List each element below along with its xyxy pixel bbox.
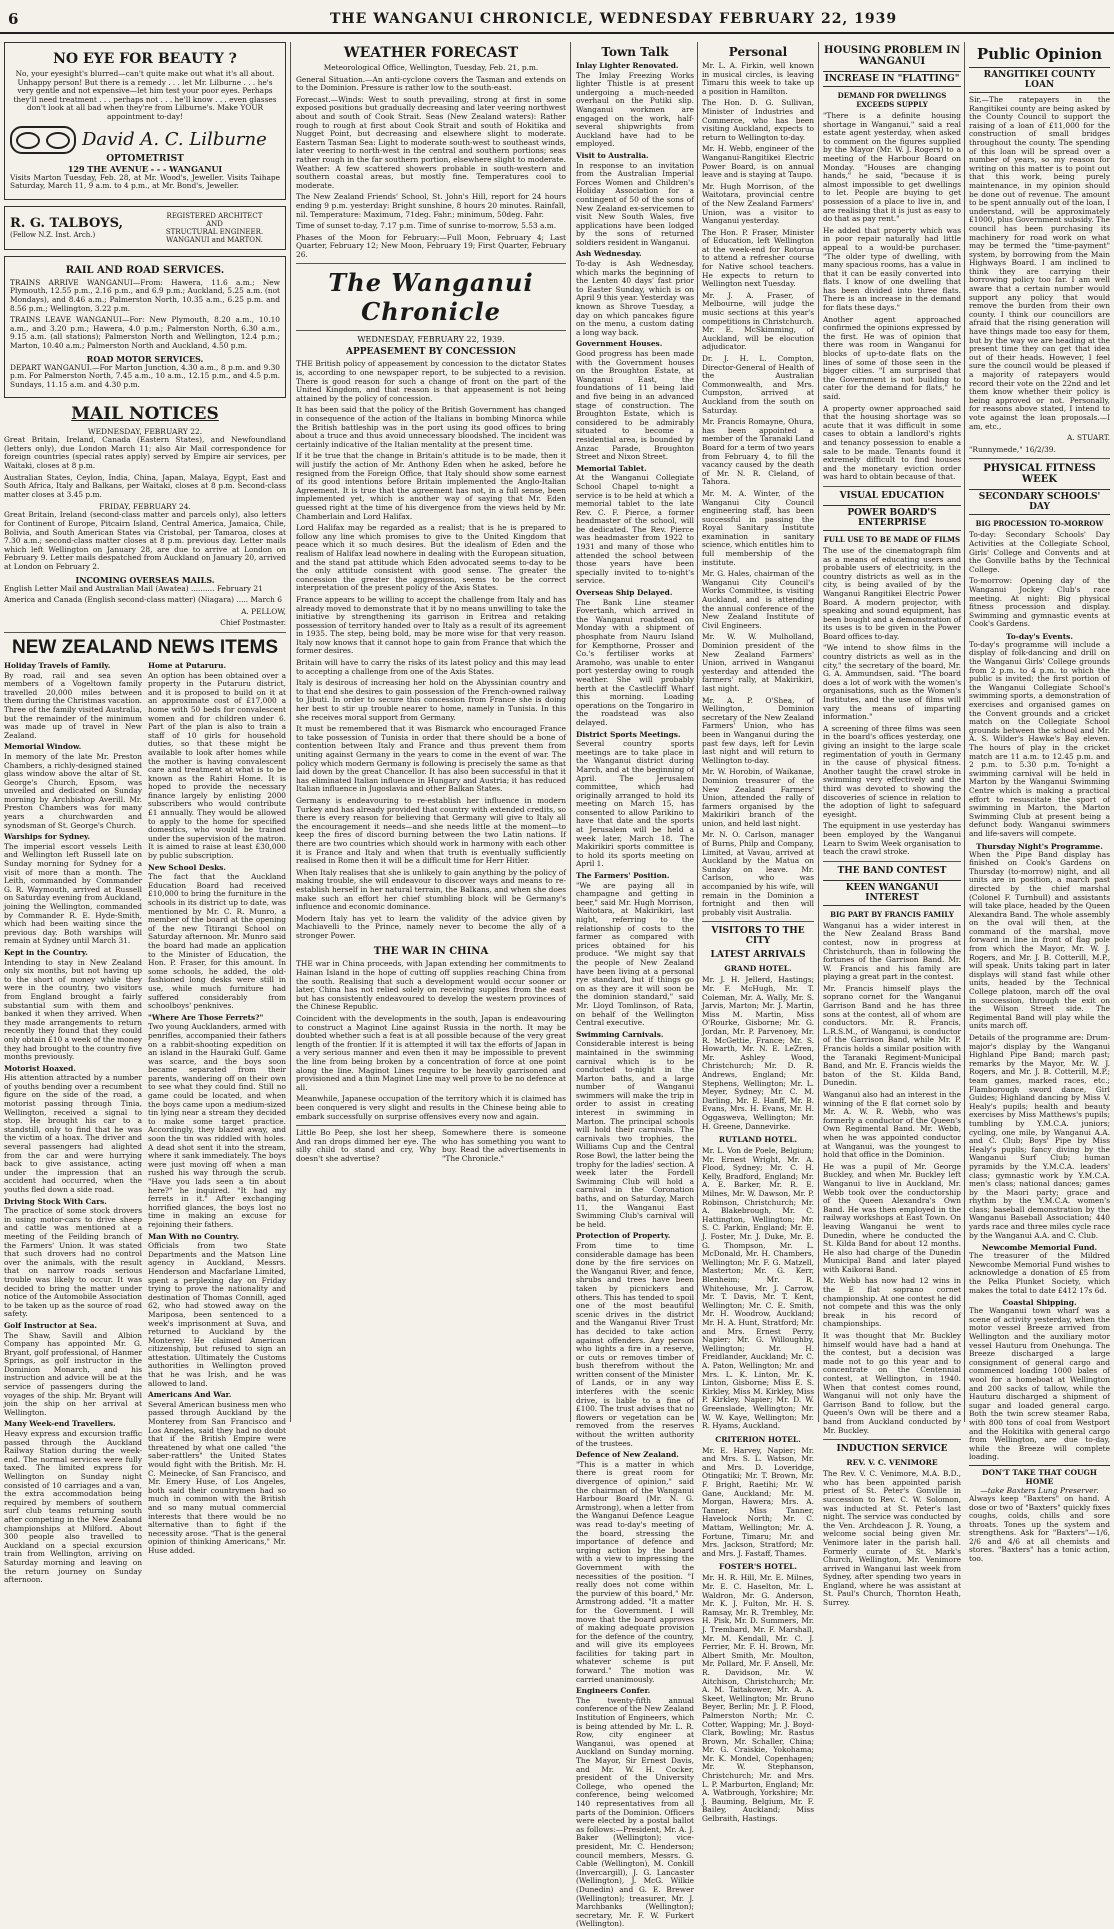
- nz-news-item-text: An option has been obtained over a property in the Putaruru district, and it is proposed to build on it at an approximate cost of £17,000 a home with 50 beds for convalescent women and for children under 6. Part of the plan is also to train a staff of 10 girls for household duties, so that these might be available to look after homes while the mother is having convalescent care and treatment at what is to be known as the Rahiri Home. It is hoped to provide the necessary finance largely by enlisting 2000 subscribers who would contribute £1 annually. They would be allowed to apply to the home for specified domestics, who would be trained under the supervision of the matron. It is aimed to raise at least £30,000 by public subscription.: [148, 670, 286, 861]
- opinion-letter: Sir,—The ratepayers in the Rangitikei county are being asked by the County Council to support the raising of a loan of £11,000 for the construction of small bridges throughout the county. The spending of this loan will be spread over a number of years, so my reason for writing on this matter is to point out that this work, being purely maintenance, in my opinion should be done out of revenue. The amount to be spent annually out of the loan, I understand, will be approximately £1000, plus Government subsidy. The council has been purchasing its machinery for road work on what may be termed the "time-payment" system, by borrowing from the Main Highways Board. I am inclined to think they are carrying their borrowing policy too far. I am well aware that a certain number would support any policy that would remove the burden from their own county. I think our councillors are afraid that the rising generation will have things made too easy for them, but by the way we are heading at the present time they can get that idea out of their heads. However, I feel sure the council would be pleased if a majority of ratepayers would record their vote on the 22nd and let them know whether their policy is being approved or not. Personally, for reasons above stated, I intend to vote against the loan proposals.—I am, etc.,: [969, 95, 1110, 431]
- editorial-paragraph: It must be remembered that it was Bismarck who encouraged France to take possession of Tunisia in order that there should be a bone of contention between Italy and France and thus prevent them from uniting against Germany in the years to come in the event of war. The policy which modern Germany is following is precisely the same as that laid down by the great Chancellor. It has also been successful in that it has eliminated Italian influence in Hungary and Austria; it has reduced Italian influence in Jugoslavia and other Balkan States.: [296, 724, 566, 794]
- weather-p5: Phases of the Moon for February:—Full Moon, February 4; Last Quarter, February 12; New Moon, February 19; First Quarter, February 26.: [296, 232, 566, 259]
- fitness-paragraph: To-day: Secondary Schools' Day Activities at the Collegiate School, Girls' College and Convents and at the Gonville baths by the Technical College.: [969, 530, 1110, 574]
- town-talk-item-heading: Inlay Lighter Renovated.: [576, 61, 679, 70]
- hotel-guests: Mr. L. Von de Poele, Belgium; Mr. Ernest Wright, Mr. A. Flood, Sydney; Mr. C. H. Kelly, Bradford, England; Mr. A. E. Barker, Mr. R. E. Milnes, Mr. W. Dawson, Mr. P. Robinson, Christchurch; Mr. A. Blakebrough, Mr. C. Hattington, Wellington; Mr. S. C. Parkin, England; Mr. E. J. Foster, Mr. J. Duke, Mr. E. G. Thompson, Mr. L. McDonald, Mr. H. Chambers, Wellington; Mr. F. G. Matzell, Masterton; Mr. G. Kerr, Blenheim; Mr. R. Whitehouse, Mr. J. Carrow, Mr. T. Davis, Mr. T. Kent, Wellington; Mr. C. E. Smith, Mr. H. Woodrow, Auckland; Mr. H. A. Hunt, Stratford; Mr. and Mrs. Ernest Perry, Napier; Mr. G. Willoughby, Wellington; Mr. H. Freidlander, Auckland; Mr. C. A. Paton, Wellington; Mr. and Mrs. L. K. Linton, Mr. K. Linton, Gisborne; Miss E. S. Kirkley, Miss M. Kirkley, Miss P. Kirkley, Napier; Mr. D. W. Greenslade, Wellington; Mr. W. W. Kaye, Wellington; Mr. R. Hyams, Auckland.: [702, 1146, 814, 1431]
- fitness-events-heading: To-day's Events.: [1005, 631, 1074, 641]
- lilburne-ad-text: No, your eyesight's blurred—can't quite make out what it's all about. Unhappy person! But there is a remedy . . . let Mr. Lilburne . . . he's very gentle and not expensive—let him test your poor eyes. Perhaps they'll need treatment . . . perhaps not . . . he'll know . . . even glasses don't look at all bad when they're from Lilburne's. Make YOUR appointment to-day!: [13, 69, 277, 121]
- personal-item: Mr. N. O. Carlson, manager of Burns, Philp and Company, Limited, at Vavau, arrived at Auckland by the Matua on Sunday on leave. Mr. Carlson, who was accompanied by his wife, will remain in the Dominion a fortnight and then will probably visit Australia.: [702, 830, 814, 917]
- town-talk-item-text: The Imlay Freezing Works lighter Thistle is at present undergoing a much-needed overhaul on the Putiki slip. Wanganui workmen are engaged on the work, half-several shipwrights from Auckland have had to be employed.: [576, 70, 694, 149]
- hotel-name: RUTLAND HOTEL.: [718, 1135, 798, 1145]
- mail-sign2: Chief Postmaster.: [220, 618, 286, 628]
- band-body: [823, 922, 961, 1435]
- hotel-guests: Mr. H. R. Hill, Mr. E. Milnes, Mr. E. C. Haselton, Mr. L. Waldron, Mr. G. Anderson, Mr. K. J. Fulton, Mr. H. S. Ramsay, Mr. R. Trembley, Mr. H. Pisk, Mr. D. Summers, Mr. J. Trembard, Mr. F. Marshall, Mr. M. Kendall, Mr. C. J. Ferrier, Mr. F. H. Brown, Mr. Albert Smith, Mr. Moulton, Mr. Pollard, Mr. F. Ansell, Mr. R. Davidson, Mr. W. Aitchison, Christchurch; Mr. A. M. Taitakower, Mr. A. A. Skeet, Wellington; Mr. Bruno Beyer, Berlin; Mr. J. P. Flood, Palmerston North; Mr. C. Cotter, Wapping; Mr. J. Boyd-Clark, Bowling; Mr. Rastus Brown, Mr. Schaller, China; Mr. G. Craiskie, Yokohama; Mr. K. Mondel, Copenhagen; Mr. W. Stephanson, Christchurch; Mr. and Mrs. L. P. Marburton, England; Mr. A. Watbrough, Yorkshire; Mr. J. Bauming, Belgium, Mr. F. Bailey, Auckland; Miss Gelbraith, Hastings.: [702, 1573, 814, 1824]
- coastal-text: The Wanganui town wharf was a scene of activity yesterday, when the motor vessel Breeze arrived from Wellington and the auxiliary motor vessel Hauturu from Onehunga. The Breeze discharged a large consignment of general cargo and commenced loading 1000 bales of wool for a homeboat at Wellington and 200 sacks of tallow, while the Hauturu discharged a shipment of sugar and loaded general cargo. Both the twin screw steamer Raba, with 800 tons of coal from Westport and the Hokitika with general cargo from Wellington, are due to-day, while the Breeze will complete loading.: [969, 1306, 1110, 1462]
- nz-news-right-column: [148, 662, 286, 1588]
- personal-item: Mr. G. Hales, chairman of the Wanganui City Council's Works Committee, is visiting Auckland, and is attending the annual conference of the New Zealand Institute of Civil Engineers.: [702, 569, 814, 630]
- nz-news-item-text: The imperial escort vessels Leith and Wellington left Russell late on Sunday morning for Sydney for a visit of more than a month. The Leith, commanded by Commander G. R. Waymouth, arrived at Russell on Saturday evening from Auckland, joining the Wellington, commanded by Commander R. E. Hyde-Smith, which had been waiting since the previous day. Both warships will remain at Sydney until March 31.: [4, 841, 142, 946]
- editorial-paragraph: Italy is desirous of increasing her hold on the Abyssinian country and to that end she desires to gain possession of the French-owned railway to Jibuti. In order to secure this concession from France she is doing her best to stir up trouble nearer to home, namely in Tunisia. In this she receives moral support from Germany.: [296, 678, 566, 722]
- town-talk-item-heading: District Sports Meetings.: [576, 729, 681, 739]
- visual-paragraph: The use of the cinematograph film as a means of educating users and probable users of electricity, in the country districts as well as in the city, is being availed of by the Wanganui Rangitikei Electric Power Board. A modern projector, with speaking and sound equipment, has been bought and a demonstration of its uses is to be given in the Power Board offices to-day.: [823, 545, 961, 641]
- fitness-sub2: BIG PROCESSION TO-MORROW: [975, 519, 1104, 529]
- talboys-qual: (Fellow N.Z. Inst. Arch.): [10, 231, 96, 240]
- talboys-name: R. G. TALBOYS,: [10, 216, 124, 232]
- mail-inc1: English Letter Mail and Australian Mail (Awatea) .......... February 21: [4, 583, 263, 593]
- nz-news-item-heading: "Where Are Those Ferrets?": [148, 1012, 264, 1022]
- lilburne-ad: [4, 42, 286, 200]
- induction-title: INDUCTION SERVICE: [836, 1444, 948, 1455]
- mail-notices: [4, 404, 286, 628]
- band-paragraph: He was a pupil of Mr. George Buckley, and when Mr. Buckley left Wanganui to live in Auckland, Mr. Webb took over the conductorship of the Queen Alexandra's Own Band. He was then employed in the railway workshops at East Town. On leaving Wanganui he went to Dunedin, where he conducted the St. Kilda Band for about 12 months. He also had charge of the Dunedin Municipal Band and later played with Kaikorai Band.: [823, 1161, 961, 1274]
- editorial-paragraph: THE British policy of appeasement by concession to the dictator States is, according to one newspaper report, to be subjected to a revision. There is good reason for such a change of front on the part of the United Kingdom, and that reason is that appeasement is not being attained by the policy of concession.: [296, 359, 566, 403]
- personal-items: [702, 62, 814, 917]
- band-title: THE BAND CONTEST: [837, 865, 947, 876]
- mail-fri: FRIDAY, FEBRUARY 24.: [99, 502, 191, 512]
- personal-item: Mr. Francis Romayne, Ohura, has been appointed a member of the Taranaki Land Board for a term of two years from February 4, to fill the vacancy caused by the death of Mr. N. R. Cleland, of Tahora.: [702, 417, 814, 487]
- war-paragraph: THE war in China proceeds, with Japan extending her commitments to Hainan Island in the hope of cutting off supplies reaching China from the south. Realising that such a development would occur sooner or later, China has not relied solely on receiving supplies from the east but has consistently endeavoured to develop the western provinces of the Chinese Republic.: [296, 959, 566, 1012]
- town-talk-item-heading: Memorial Tablet.: [576, 463, 647, 473]
- nz-news-item-heading: Motorist Hoaxed.: [4, 1063, 76, 1073]
- rail-arrive: TRAINS ARRIVE WANGANUI—From: Hawera, 11.6 a.m.; New Plymouth, 12.55 p.m., 2.16 p.m., and 6.9 p.m.; Auckland, 5.25 a.m. (not Mondays), and 8.46 a.m.; Palmerston North, 10.35 a.m., 6.25 p.m. and 8.56 p.m.; Wellington, 3.22 p.m.: [10, 277, 280, 313]
- town-talk-item-heading: Swimming Carnivals.: [576, 1029, 664, 1039]
- fitness-events: To-day's programme will include a display of folk-dancing and drill on the Wanganui Girls' College grounds from 2 p.m. to 4 p.m. to which the public is invited; the first portion of the Wanganui Collegiate School's swimming sports, a demonstration of exercises and organised games on the Convent grounds and a cricket match on the Collegiate School grounds between the school and Mr. A. S. Wilder's Hawke's Bay eleven. The hours of play in the cricket match are 11 a.m. to 12.45 p.m. and 2 p.m. to 5.30 p.m. To-night a swimming carnival will be held in Marton by the Wanganui Swimming Centre which is making a practical effort to resuscitate the sport of swimming in Marton, the Marton Swimming Club at present being a defunct body. Wanganui swimmers and life-savers will compete.: [969, 639, 1110, 838]
- memorial-text: The treasurer of the Mildred Newcombe Memorial Fund wishes to acknowledge a donation of £5 from the Pelka Plunket Society, which makes the total to date £412 17s 6d.: [969, 1251, 1110, 1295]
- nz-news-item-heading: Many Week-end Travellers.: [4, 1419, 116, 1429]
- lilburne-address: 129 THE AVENUE - - - WANGANUI: [67, 163, 223, 174]
- editorial-paragraph: When Italy realises that she is unlikely to gain anything by the policy of making trouble, she will endeavour to discover ways and means to re-establish herself in her natural terrain, the Balkans, and when she does make such an effort her chief stumbling block will be Germany's influence and economic dominance.: [296, 867, 566, 912]
- nz-news-item-heading: Americans And War.: [148, 1390, 232, 1400]
- personal-item: Mr. M. A. Winter, of the Wanganui City Council engineering staff, has been successful in passing the Royal Sanitary Institute examination in sanitary science, which entitles him to full membership of the institute.: [702, 488, 814, 567]
- town-talk-item-text: Good progress has been made with the Government houses on the Broughton Estate, at Wanganui East, the foundations of 11 being laid and five being in an advanced stage of construction. The Broughton Estate, which is considered to be admirably situated to become a residential area, is bounded by Anzac Parade, Broughton Street and Nixon Street.: [576, 349, 694, 462]
- hotel-guests: Mr. E. Harvey, Napier; Mr. and Mrs. S. L. Watson, Mr. and Mrs. D. Loveridge, Otingatiki; Mr. T. Brown, Mr. F. Bright, Raetihi; Mr. W. Gane, Auckland; Mr. M. Morgan, Hawera; Mrs. A. Tanner, Miss Tanner, Havelock North; Mr. C. Mattam, Wellington; Mr. A. Fortune, Timaru; Mr. and Mrs. Jackson, Stratford; Mr. and Mrs. J. Fastaff, Thames.: [702, 1445, 814, 1558]
- road-text: DEPART WANGANUI.—For Marton Junction, 4.30 a.m., 8 p.m. and 9.30 p.m. For Palmerston North, 7.45 a.m., 10 a.m., 12.15 p.m., and 4.5 p.m. Sundays, 11.15 a.m. and 4.30 p.m.: [10, 362, 280, 389]
- town-talk-item-heading: Engineers Confer.: [576, 1686, 651, 1696]
- housing-body: [823, 112, 961, 482]
- personal-item: The Hon. P. Fraser, Minister of Education, left Wellington at the week-end for Rotorua to attend a refresher course for Native school teachers. He expects to return to Wellington next Tuesday.: [702, 227, 814, 289]
- personal-item: Mr. H. Webb, engineer of the Wanganui-Rangitikei Electric Power Board, is on annual leave and is staying at Taupo.: [702, 144, 814, 180]
- town-talk-item-text: Several country sports meetings are to take place in the Wanganui district during March, and at the beginning of April. The Jerusalem committee, which had originally arranged to hold its meeting on March 15, has consented to allow Parikino to have that date and the sports at Jerusalem will be held a week later, March 18. The Makirikiri sports committee is to hold its sports meeting on April 1.: [576, 739, 694, 869]
- mail-inc2: America and Canada (English second-class matter) (Niagara) ..... March 6: [4, 595, 282, 605]
- masthead-title: THE WANGANUI CHRONICLE, WEDNESDAY FEBRUARY 22, 1939: [330, 11, 898, 27]
- personal-item: Mr. W. W. Mulholland, Dominion president of the New Zealand Farmers' Union, arrived in Wanganui yesterday and attended the farmers' rally, at Makirikiri, last night.: [702, 632, 814, 693]
- band-sub2: BIG PART BY FRANCIS FAMILY: [830, 909, 954, 919]
- lilburne-name: David A. C. Lilburne: [82, 129, 267, 151]
- cough-sub: —take Baxters Lung Preserver.: [980, 1485, 1099, 1495]
- war-paragraph: Coincident with the developments in the south, Japan is endeavouring to construct a Maginot Line against Russia in the north. It may be doubted whether such a feat is at all possible because of the very great length of the frontier. If it is attempted it will tax the efforts of Japan in a very serious manner and even then it may be impossible to prevent the line from being broken by a concentration of force at one point along the line. Maginot Lines require to be heavily garrisoned and provisioned and a thin Maginot Line may well prove to be no defence at all.: [296, 1014, 566, 1092]
- nz-news-body: [4, 662, 286, 1588]
- personal-item: Mr. L. A. Firkin, well known in musical circles, is leaving Timaru this week to take up a position in Hamilton.: [702, 61, 814, 96]
- lilburne-ad-title: NO EYE FOR BEAUTY ?: [53, 51, 237, 67]
- town-talk-item-heading: Ash Wednesday.: [576, 249, 642, 259]
- nz-news-item-text: Intending to stay in New Zealand only six months, but not having up to the short of money while they were in the country, two visitors from England brought a fairly substantial sum with them and banked it when they arrived. When they made arrangements to return recently they found that they could only obtain £10 a week of the money they had brought to the country five months previously.: [4, 957, 142, 1062]
- band-paragraph: Mr. Francis himself plays the soprano cornet for the Wanganui Garrison Band and he has three sons at the contest, all of whom are conductors. Mr. R. Francis, L.R.S.M., of Wanganui, is conductor of the Garrison Band, while Mr. P. Francis holds a similar position with the Taranaki Regiment-Municipal Band, and Mr. E. Francis wields the baton of the St. Kilda Band, Dunedin.: [823, 983, 961, 1088]
- personal-item: Mr. Hugh Morrison, of the Waitotara, provincial centre of the New Zealand Farmers' Union, was a visitor to Wanganui yesterday.: [702, 181, 814, 226]
- town-talk-item-heading: Visit to Australia.: [576, 150, 649, 160]
- town-talk-item-text: To-day is Ash Wednesday, which marks the beginning of the Lenten 40 days' fast prior to Easter Sunday, which is on April 9 this year. Yesterday was known as Shrove Tuesday, a day on which pancakes figure on the menu, a custom dating a long way back.: [576, 259, 694, 337]
- weather-title: WEATHER FORECAST: [343, 45, 519, 61]
- nz-news-item-heading: Kept in the Country.: [4, 947, 88, 957]
- nz-news-item-text: Officials from two State Departments and the Matson Line agency in Auckland, Messrs. Henderson and Macfarlane Limited, spent a perplexing day on Friday trying to prove the nationality and destination of Thomas Connill, aged 62, who had stowed away on the Mariposa, been sentenced to a week's imprisonment at Suva, and returned to Auckland by the Monterey. He claimed American citizenship, but refused to sign an attestation. Ultimately the Customs authorities in Wellington proved that he was Irish, and he was allowed to land.: [148, 1241, 286, 1388]
- hotel-lists: [702, 964, 814, 1823]
- nz-news-item-heading: Home at Putaruru.: [148, 660, 227, 670]
- housing-paragraph: Another agent approached confirmed the opinions expressed by the first. He was of opinion that there was room in Wanganui for blocks of up-to-date flats on the lines of some of those seen in the bigger cities. "I am surprised that the Government is not building to cater for the demand for flats," he said.: [823, 314, 961, 401]
- hotel-name: GRAND HOTEL.: [724, 964, 792, 974]
- mail-title: MAIL NOTICES: [71, 404, 219, 425]
- nz-news-item-text: Heavy express and excursion traffic passed through the Auckland Railway Station during the week-end. The normal services were fully taxed. The limited express for Wellington on Sunday night consisted of 10 carriages and a van, the extra accommodation being required by members of southern surf club teams returning south after competing in the New Zealand championships at Milford. About 300 people also travelled to Auckland on a special excursion train from Wellington, arriving on Saturday morning and leaving on the return journey on Sunday afternoon.: [4, 1429, 142, 1585]
- war-paragraph: Meanwhile, Japanese occupation of the territory which it is claimed has been conquered is very slight and results in the Chinese being able to embark successfully on surprise offensives every now and again.: [296, 1094, 566, 1121]
- band-paragraph: It was thought that Mr. Buckley himself would have had a hand at the contest, but a decision was made not to go this year and to concentrate on the Centennial contest, at Wellington, in 1940. When that contest comes round, Wanganui will not only have the Garrison Band to follow, but the Queen's Own will be there and a band from Auckland conducted by Mr. Buckley.: [823, 1331, 961, 1435]
- housing-paragraph: He added that property which was in poor repair naturally had little appeal to a would-be purchaser. "The older type of dwelling, with many spacious rooms, has a value in that it can be easily converted into flats. I know of one dwelling that has been divided into three flats. There is an increase in the demand for flats these days.": [823, 225, 961, 313]
- personal-item: The Hon. D. G. Sullivan, Minister of Industries and Commerce, who has been visiting Auckland, expects to return to Wellington to-day.: [702, 98, 814, 142]
- talboys-role3: STRUCTURAL ENGINEER.: [165, 227, 264, 236]
- opinion-sign: A. STUART.: [1067, 433, 1110, 443]
- personal-title: Personal: [728, 45, 788, 59]
- visual-body: [823, 547, 961, 857]
- chronicle-date: WEDNESDAY, FEBRUARY 22, 1939.: [357, 335, 505, 345]
- personal-item: Dr. J. H. L. Compton, Director-General of Health of the Australian Commonwealth, and Mrs. Cumpston, arrived at Auckland from the south on Saturday.: [702, 354, 814, 415]
- footer-left-verse: Little Bo Peep, she lost her sheep, And ran drops dimmed her eye. The silly child to stand and cry, Why doesn't she advertise?: [296, 1128, 436, 1163]
- weather-office: Meteorological Office, Wellington, Tuesday, Feb. 21, p.m.: [323, 63, 539, 72]
- editorial-paragraph: Modern Italy has yet to learn the validity of the advice given by Machiavelli to the Prince, namely never to become the ally of a stronger Power.: [296, 913, 566, 940]
- town-talk-item-text: The twenty-fifth annual conference of the New Zealand Institution of Engineers, which is being attended by Mr. L. R. Row, city engineer at Wanganui, was opened at Auckland on Sunday morning. The Mayor, Sir Ernest Davis, and Mr. W. H. Cocker, president of the University College, who opened the conference, being welcomed 140 representatives from all parts of the Dominion. Officers were elected by a postal ballot as follows:—President, Mr. A. J. Baker (Wellington); vice-president, Mr. C. Henderson; council members, Messrs. G. Cable (Wellington), M. Conkill (Invercargill), J. G. Lancaster (Wellington), J. McG. Wilkie (Dunedin) and G. E. Brewer (Wellington); treasurer, Mr. J. Marchbanks (Wellington); secretary, Mr. F. W. Furkert (Wellington).: [576, 1695, 694, 1929]
- editorial-paragraph: Britain will have to carry the risks of its latest policy and this may lead to accepting a challenge from one of the Axis States.: [296, 658, 566, 676]
- nz-news-item-text: Several American business men who passed through Auckland by the Monterey from San Francisco and Los Angeles, said they had no doubt that if the British Empire were threatened by what one called "the saber-rattlers" the United States would fight with the British. Mr. H. C. Meinecke, of San Francisco, and Mr. Emery Huse, of Los Angeles, both said their countrymen had so much in common with the British and so many mutual commercial interests that there would be no alternative than to fight if the necessity arose. "That is the general opinion of thinking Americans," Mr. Huse added.: [148, 1399, 286, 1555]
- band-paragraph: Mr. Webb has now had 12 wins in the E flat soprano cornet championship. At one contest he did not compete and this was the only break in his record of championships.: [823, 1276, 961, 1329]
- column-town-talk: [576, 42, 694, 1929]
- editorial-title: APPEASEMENT BY CONCESSION: [346, 347, 516, 358]
- town-talk-item-text: "This is a matter in which there is great room for divergence of opinion," said the chairman of the Wanganui Harbour Board (Mr. N. G. Armstrong), when a letter from the Wanganui Defence League was read to-day's meeting of the board, stressing the importance of defence and urging action by the board with a view to impressing the Government with the necessities of the position. "I really does not come within the purview of this board," Mr. Armstrong added. "It a matter for the Government. I will move that the board approves of making adequate provision for the defence of the country, and will give its employees facilities for taking part in whatever scheme is put forward." The motion was carried unanimously.: [576, 1459, 694, 1684]
- rail-services: [4, 256, 286, 399]
- personal-item: Mr. A. P. O'Shea, of Wellington, Dominion secretary of the New Zealand Farmers' Union, who has been in Wanganui during the past few days, left for Levin last night and will return to Wellington to-day.: [702, 695, 814, 765]
- column-opinion: [969, 42, 1110, 1564]
- column-local: [823, 42, 961, 1608]
- nz-news-item-text: His attention attracted by a number of youths bending over a recumbent figure on the side of the road, a motorist passing through Tinia, Wellington, received a signal to stop. He brought his car to a standstill, only to find that he was the victim of a hoax. The driver and several passengers had alighted from the car and were hurrying back to give assistance, acting under the impression that an accident had occurred, when the youths fled down a side road.: [4, 1073, 142, 1194]
- nz-news-item-text: The practice of some stock drovers in using motor-cars to drive sheep and cattle was mentioned at a meeting of the Feilding branch of the Farmers' Union. It was stated that such drovers had no control over the animals, with the result that on narrow roads serious trouble was likely to occur. It was decided to bring the matter under notice of the Automobile Association to be taken up as the source of road safety.: [4, 1206, 142, 1319]
- hotel-guests: Mr. J. H. Jellerd, Hastings; Mr. F. McHugh, Mr. T. Coleman, Mr. A. Wally, Mr. S. Jarvis, Marton; Mr. J. Martin, Miss M. Martin, Miss O'Rourke, Gisborne; Mr. G. Jordan, Mr. P. Parvenoey, Mr. R. McGettie, France; Mr. S. Howarth, Mr. N. E. LeZren, Mr. Ashley Wood, Christchurch; Mr. D. R. Andrews, England; Mr. Stephens, Wellington; Mr. L. Meyer, Sydney; Mr. C. M. Darling, Mr. E. Hanff, Mr. B. Evans, Mrs. H. Evans, Mr. H. Oggasweva, Wellington; Mr. H. Greene, Dannevirke.: [702, 975, 814, 1131]
- nz-news-item-text: The Shaw, Savill and Albion Company has appointed Mr. G. Bryant, golf professional, of Hanmer Springs, as golf instructor in the Dominion Monarch, and his instruction and advice will be at the service of passengers during the voyages of the ship. Mr. Bryant will join the ship on her arrival at Wellington.: [4, 1330, 142, 1417]
- personal-item: Mr. W. Horobin, of Waikanae, Dominion treasurer of the New Zealand Farmers' Union, attended the rally of farmers organised by the Makirikiri branch of the union, and held last night.: [702, 767, 814, 828]
- talboys-ad: [4, 206, 286, 250]
- town-talk-item-text: The Bank Line steamer Fovertanh, which arrived in the Wanganui roadstead on Monday with a shipment of phosphate from Nauru Island for Kempthorne, Prosser and Co.'s fertiliser works at Aramoho, was unable to enter port yesterday owing to rough weather. She will probably berth at the Castlecliff Wharf this morning. Loading operations on the Tongariro in the roadstead was also delayed.: [576, 597, 694, 727]
- column-left: [4, 42, 286, 1585]
- town-talk-item-heading: The Farmers' Position.: [576, 871, 670, 881]
- weather-p1: General Situation.—An anti-cyclone covers the Tasman and extends on to the Dominion. Pressure is rather low to the south-east.: [296, 74, 566, 93]
- fitness-paragraph: To-morrow: Opening day of the Wanganui Jockey Club's race meeting. At night: Big physical fitness procession and display. Swimming and gymnastic events at Cook's Gardens.: [969, 576, 1110, 629]
- footer-right-notice: Somewhere there is someone who has something you want to buy. Read the advertisements in "The Chronicle.": [441, 1128, 566, 1163]
- housing-paragraph: "There is a definite housing shortage in Wanganui," said a real estate agent yesterday, when asked to comment on the figures supplied by the Mayor (Mr. W. J. Rogers) to a meeting of the Harbour Board on Monday. "Houses are changing hands," he said, "because it is almost impossible to get dwellings to let. People are buying to get possession of a place to live in, and are realising that it is just as easy to do that as pay rent.": [823, 111, 961, 224]
- mail-fri-text: Great Britain, Ireland (second-class matter and parcels only), also letters for Continent of Europe, Pitcairn Island, Central America, Jamaica, Chile, Bolivia, and South American States via Cristobal, per Tamaroa, closes at 7.30 a.m.; second-class matter closes at 8 p.m. previous day. Letter mails which left Wellington on January 28, are due to arrive at London on February 9. Letter mails despatched from Auckland on January 20, arrived at London on February 2.: [4, 510, 286, 571]
- housing-sub2: DEMAND FOR DWELLINGS EXCEEDS SUPPLY: [837, 91, 947, 109]
- town-talk-item-text: "We are paying all in champagne and getting in beer," said Mr. Hugh Morrison, Waitotara, at Makirikiri, last night, referring to the relationship of costs to the farmer as compared with prices obtained for his produce. "We might say that the people of New Zealand have been living at a personal rye standard, but if things go on as they are it will soon be the dominion standard," said Mr. Lloyd Tomlinson, of Rata, on behalf of the Wellington Central executive.: [576, 880, 694, 1028]
- town-talk-item-text: In response to an invitation from the Australian Imperial Forces Women and Children's Holiday Association for a contingent of 50 of the sons of New Zealand ex-servicemen to visit New South Wales, five applications have been lodged by the sons of returned soldiers resident in Wanganui.: [576, 160, 694, 247]
- hotel-name: FOSTER'S HOTEL.: [719, 1562, 797, 1572]
- editorial-paragraph: It has been said that the policy of the British Government has changed in consequence of the action of the Italians in bombing Minorca while the British battleship was in the port using its good offices to bring about a truce and thus avoid unnecessary bloodshed. The incident was certainly indicative of the Italian mentality at the present time.: [296, 405, 566, 449]
- town-talk-item-heading: Government Houses.: [576, 339, 663, 349]
- editorial-paragraph: Germany is endeavouring to re-establish her influence in modern Turkey and has already provided that country with extended credits, so there is every reason for believing that Germany will give to Italy all the encouragement it needs—and she needs little at the moment—to keep the fires of discord burning between the two Latin nations. If there are two countries which should work in harmony with each other it is France and Italy and when that truth is eventually sufficiently realised in Rome then it will be a difficult time for Herr Hitler.: [296, 795, 566, 866]
- town-talk-items: [576, 62, 694, 1929]
- town-talk-item-heading: Overseas Ship Delayed.: [576, 588, 673, 598]
- chronicle-nameplate: The Wanganui Chronicle: [328, 268, 534, 327]
- mail-incoming: INCOMING OVERSEAS MAILS.: [75, 574, 215, 585]
- town-talk-item-heading: Protection of Property.: [576, 1231, 671, 1241]
- band-sub: KEEN WANGANUI INTEREST: [823, 880, 961, 906]
- war-title: THE WAR IN CHINA: [373, 946, 489, 958]
- page-number: 6: [8, 10, 19, 28]
- editorial-paragraph: Lord Halifax may be regarded as a realist; that is he is prepared to follow any line which promises to give to the United Kingdom that peace which it so much desires. But the idealism of Eden and the realism of Halifax lead nowhere in dealing with the European situation, and the stand pat attitude which Eden advocated seems to-day to be the only attitude consistent with good sense. The greater the concession the greater the aggression, seems to be the correct interpretation of the present policy of the Axis States.: [296, 523, 566, 593]
- lilburne-visits: Visits Marton Tuesday, Feb. 28, at Mr. Wood's, Jeweller. Visits Taihape Saturday, March 11, 9 a.m. to 4 p.m., at Mr. Bond's, Jeweller.: [10, 172, 280, 191]
- housing-title: HOUSING PROBLEM IN WANGANUI: [824, 45, 960, 67]
- visual-title: VISUAL EDUCATION: [839, 490, 945, 501]
- nz-news-left-column: [4, 662, 142, 1588]
- masthead: [0, 8, 1114, 34]
- spectacles-icon: [10, 126, 76, 154]
- opinion-sub: RANGITIKEI COUNTY LOAN: [969, 67, 1110, 93]
- visual-sub2: FULL USE TO BE MADE OF FILMS: [823, 534, 961, 544]
- weather-p4: Time of sunset to-day, 7.17 p.m. Time of sunrise to-morrow, 5.53 a.m.: [296, 221, 557, 231]
- cough-heading: DON'T TAKE THAT COUGH HOME: [969, 1465, 1110, 1486]
- mail-sign1: A. PELLOW,: [241, 606, 286, 616]
- column-editorial: [296, 42, 566, 1422]
- cough-text: Always keep "Baxters" on hand. A dose or two of "Baxters" quickly fixes coughs, colds, chills and sore throats. Tones up the system and strengthens. Ask for "Baxters"—1/6, 2/6 and 4/6 at all chemists and stores. "Baxters" has a tonic action, too.: [969, 1493, 1110, 1564]
- fitness-intro: [969, 531, 1110, 629]
- nz-news-item-heading: Warships for Sydney.: [4, 832, 91, 842]
- opinion-title: Public Opinion: [976, 45, 1103, 63]
- visual-sub: POWER BOARD'S ENTERPRISE: [823, 505, 961, 531]
- rail-leave: TRAINS LEAVE WANGANUI—For: New Plymouth, 8.20 a.m., 10.10 a.m., and 3.20 p.m.; Hawera, 4.0 p.m.; Palmerston North, 6.30 a.m., 9.15 a.m. (all stations); Palmerston North and Wellington, 12.4 p.m.; Marton, 10.40 a.m.; Palmerston North and Auckland, 4.50 p.m.: [10, 315, 280, 350]
- induction-text: The Rev. V. C. Venimore, M.A. B.D., who has been appointed parish priest of St. Peter's Gonville in succession to Rev. C. W. Solomon, was inducted at St. Peter's last night. The service was conducted by the Ven. Archdeacon J. R. Young, a welcome social being given Mr. Venimore later in the parish hall. Formerly curate of St. Mark's Church, Wellington, Mr. Venimore arrived in Wanganui last week from Sydney, after spending two years in England, where he was assistant at St. Paul's Church, Thornton Heath, Surrey.: [823, 1469, 961, 1608]
- fitness-thursday: When the Pipe Band display has finished on Cook's Gardens on Thursday (to-morrow) night, and all units are in position, a march past directed by the chief marshal (Colonel F. Turnbull) and assistants will take place, headed by the Queen Alexandra Band. The whole assembly on the oval will then, at the command of the marshal, move forward in line in front of flag pole from which the Mayor, Mr. W. J. Rogers, and Mr. J. B. Cotterill, M.P., will speak. Units taking part in later displays will stand fast while other units, headed by the Technical College platoon, march off the oval in succession, through the exit on the Wilson Street side. The Regimental Band will play while the units march off.: [969, 849, 1110, 1031]
- nz-news-title: NEW ZEALAND NEWS ITEMS: [12, 636, 278, 658]
- mail-wed: WEDNESDAY, FEBRUARY 22.: [87, 427, 203, 437]
- editorial-body: [296, 360, 566, 940]
- induction-sub: REV. V. C. VENIMORE: [846, 1458, 938, 1468]
- visual-paragraph: The equipment in use yesterday has been employed by the Wanganui Learn to Swim Week organisation to teach the crawl stroke.: [823, 821, 961, 857]
- lilburne-profession: OPTOMETRIST: [106, 153, 184, 164]
- nz-news-item-heading: Man With no Country.: [148, 1231, 240, 1241]
- talboys-place: WANGANUI and MARTON.: [166, 235, 263, 244]
- visitors-sub: LATEST ARRIVALS: [710, 950, 806, 961]
- mail-wed-text: Great Britain, Ireland, Canada (Eastern States), and Newfoundland (letters only), due London March 11; also Air Mail correspondence for foreign countries (special rates apply) served by Empire air services, per Waitaki, closes at 8 p.m.: [4, 435, 286, 471]
- nz-news-item-heading: Driving Stock With Cars.: [4, 1196, 107, 1206]
- housing-paragraph: A property owner approached said that the housing shortage was so acute that it was difficult in some cases to obtain a landlord's rights and tenancy possession to enable a sale to be made. Tenants found it extremely difficult to find houses and the monetary eviction order was hard to obtain because of that.: [823, 403, 961, 482]
- talboys-role1: REGISTERED ARCHITECT: [166, 211, 263, 220]
- band-paragraph: Wanganui also had an interest in the winning of the E flat cornet solo by Mr. A. W. R. Webb, who was formerly a conductor of the Queen's Own Regimental Band. Mr. Webb, when he was appointed conductor at Wanganui, was the youngest to hold that office in the Dominion.: [823, 1090, 961, 1160]
- rail-title: RAIL AND ROAD SERVICES.: [65, 264, 225, 276]
- fitness-sub: SECONDARY SCHOOLS' DAY: [969, 489, 1110, 515]
- memorial-heading: Newcombe Memorial Fund.: [981, 1243, 1098, 1253]
- mail-wed-text2: Australian States, Ceylon, India, China, Japan, Malaya, Egypt, East and South Africa, Italy and Balkans, per Waitaki, closes at 8 p.m. Second-class matter closes at 3.45 p.m.: [4, 472, 286, 499]
- nz-news-item-heading: Memorial Window.: [4, 742, 82, 752]
- opinion-sign2: "Runnymede," 16/2/39.: [969, 444, 1056, 454]
- nz-news-item-text: The fact that the Auckland Education Board had received £10,000 to bring the furniture in the schools in its district up to date, was mentioned by Mr. C. R. Munro, a member of the board at the opening of the new Titirangi School on Saturday afternoon. Mr. Munro said the board had made an application to the Minister of Education, the Hon. P. Fraser, for this amount. In some schools, he added, the old-fashioned long desks were still in use, while much furniture had suffered considerably from schoolboys' penknives.: [148, 872, 286, 1011]
- weather-p2: Forecast.—Winds: West to south prevailing, strong at first in some exposed positions but gradually decreasing and later veering northwest about and south of Cook Strait. Seas (New Zealand waters): Rather rough to rough at first about Cook Strait and south of Hokitika and Nugget Point, but decreasing and elsewhere slight to moderate. Eastern Tasman Sea: Light to moderate south-west to southeast winds, later veering to north-west in the central and southern portions; seas rather rough in the far southern portion, elsewhere slight to moderate. Weather: A few scattered showers probable in south-western and southern coastal areas, but mostly fine. Temperatures cool to moderate.: [296, 94, 567, 190]
- town-talk-item-heading: Defence of New Zealand.: [576, 1450, 679, 1460]
- road-title: ROAD MOTOR SERVICES.: [86, 353, 204, 364]
- band-paragraph: Wanganui has a wider interest in the New Zealand Brass Band contest, now in progress at Christchurch, than in following the fortunes of the Garrison Band. Mr. W. Francis and his family are playing a great part in the contest.: [823, 920, 961, 982]
- weather-p3: The New Zealand Friends' School, St. John's Hill, report for 24 hours ending 9 p.m. yesterday: Bright sunshine, 8 hours 20 minutes. Rainfall, nil. Temperature: Maximum, 71deg. Fahr.; minimum, 50deg. Fahr.: [296, 192, 566, 219]
- fitness-details: Details of the programme are: Drum-major's display by the Wanganui Highland Pipe Band; march past; remarks by the Mayor, Mr. W. J. Rogers, and Mr. J. B. Cotterill, M.P.; team games, marked races, etc.; Flamborough sword dance, Girl Guides; Highland dancing by Miss V. Healy's pupils; health and beauty exercises by Miss Matthews's pupils; tumbling by Y.M.C.A. juniors; cycling, one mile, by Wanganui A.A. and C. Club; Boys' Pipe by Miss Healy's pupils; fancy diving by the Wanganui Surf Club; human pyramids by the Y.M.C.A. leaders' class; gymnastic work by Y.M.C.A. men's class; national dances; games by the Maori party; grace and rhythm by the Y.M.C.A. women's class; baseball demonstration by the Wanganui Baseball Association; 440 yards race and three miles cycle race by the Wanganui A.A. and C. Club.: [969, 1033, 1110, 1240]
- nz-news-item-heading: New School Desks.: [148, 862, 226, 872]
- housing-sub: INCREASE IN "FLATTING": [823, 71, 961, 87]
- visual-paragraph: A screening of three films was seen in the board's offices yesterday, one giving an insight to the large scale regimentation of youth in Germany in the cause of physical fitness. Another taught the crawl stroke in swimming very effectively and the third was devoted to showing the discoveries of science in relation to the adoption of light to safeguard eyesight.: [823, 723, 961, 819]
- hotel-name: CRITERION HOTEL.: [715, 1434, 801, 1444]
- town-talk-title: Town Talk: [601, 45, 669, 59]
- nz-news-item-text: Two young Aucklanders, armed with penrifles, accompanied their fathers on a rabbit-shooting expedition on an island in the Hauraki Gulf. Game was scarce, and the boys soon became separated from their parents, wandering off on their own to see what they could find. Still no game could be located, and when the boys came upon a medium-sized tin lying near a stream they decided to make some target practice. Accordingly, they blazed away, and soon the tin was riddled with holes. A dead shot sent it into the stream, where it sank immediately. The boys were just moving off when a man rushed his way through the scrub. "Have you lads seen a tin about here?" he inquired. "It had my ferrets in it." After exchanging horrified glances, the boys lost no time in making an excuse for rejoining their fathers.: [148, 1022, 286, 1229]
- visitors-title: VISITORS TO THE CITY: [711, 926, 805, 947]
- personal-item: Mr. J. A. Fraser, of Melbourne, will judge the music sections at this year's competitions in Christchurch. Mr. E. McSkimming, of Auckland, will be elocution adjudicator.: [702, 290, 814, 352]
- town-talk-item-text: From time to time considerable damage has been done by the fire services on the Wanganui River, and fence, shrubs and trees have been taken by picnickers and others. This has tended to spoil one of the most beautiful scenic drives in the district and the Wanganui River Trust has decided to take action against offenders. Any person who lights a fire in a reserve, or cuts or removes timber of bush therefrom without the written consent of the Minister of Lands, or in any way interferes with the scenic drive, is liable to a fine of £100. The trust advises that no flowers or vegetation can be removed from the reserves without the written authority of the trustees.: [576, 1240, 694, 1448]
- column-personal: [702, 42, 814, 1824]
- editorial-paragraph: France appears to be willing to accept the challenge from Italy and has already moved to demonstrate that it by no means unwilling to take the initiative by strengthening its garrison in Eritrea and retaking possession of territory handed over to Italy as a result of its agreement in 1935. The step, being bold, may be more wise for that very reason. Italy now knows that it cannot hope to gain from France that which the former desires.: [296, 594, 566, 656]
- nz-news-item-heading: Golf Instructor at Sea.: [4, 1320, 97, 1330]
- war-body: [296, 960, 566, 1121]
- visual-paragraph: "We intend to show films in the country districts as well as in the city," the secretary of the board, Mr. G. A. Ammundsen, said. "The board does a lot of work with the women's organisations, such as the Women's Institutes, and the use of films will vary the means of imparting information.": [823, 643, 961, 722]
- nz-news-item-heading: Holiday Travels of Family.: [4, 660, 111, 670]
- editorial-paragraph: If it be true that the change in Britain's attitude is to be made, then it will justify the action of Mr. Anthony Eden when he asked, before he resigned from the Foreign Office, that Italy should show some earnest of its good intentions before Britain implemented the Anglo-Italian Agreement. It is true that the agreement has not, in a full sense, been implemented yet, which is another way of saying that Mr. Eden guessed right at the time of his divergence from the views held by Mr. Chamberlain and Lord Halifax.: [296, 451, 566, 521]
- nz-news-item-text: In memory of the late Mr. Preston Chambers, a richly-designed stained glass window above the altar of St. George's Church, Epsom, was unveiled and dedicated on Sunday morning by Archbishop Averill. Mr. Preston Chambers was for many years a churchwarden and synodsman of St. George's Church.: [4, 751, 142, 830]
- town-talk-item-text: Considerable interest is being maintained in the swimming carnival which is to be conducted to-night in the Marton baths, and a large number of Wanganui swimmers will make the trip in order to assist in creating interest in swimming in Marton. The principal schools will hold their carnivals. The carnivals two trophies, the Williams Cup and the Central Rose Bowl, the latter being the trophy for the ladies' section. A week later the Fordell Swimming Club will hold a carnival in the Coronation baths, and on Saturday, March 11, the Wanganui East Swimming Club's carnival will be held.: [576, 1039, 694, 1229]
- fitness-title: PHYSICAL FITNESS WEEK: [983, 463, 1096, 486]
- nz-news-item-text: By road, rail and sea seven members of a Vogeltown family travelled 20,000 miles between them during the Christmas vacation. Three of the family visited Australia, but the remainder of the minimum was made up of travel in New Zealand.: [4, 670, 142, 740]
- coastal-heading: Coastal Shipping.: [1002, 1298, 1077, 1308]
- town-talk-item-text: At the Wanganui Collegiate School Chapel to-night a service is to be held at which a memorial tablet to the late Rev. C. F. Pierce, a former headmaster of the school, will be dedicated. The Rev. Pierce was headmaster from 1922 to 1931 and many of those who attended the school between those years have been specially invited to to-night's service.: [576, 473, 694, 586]
- talboys-role2: AND: [206, 219, 223, 228]
- fitness-thursday-heading: Thursday Night's Programme.: [976, 841, 1103, 851]
